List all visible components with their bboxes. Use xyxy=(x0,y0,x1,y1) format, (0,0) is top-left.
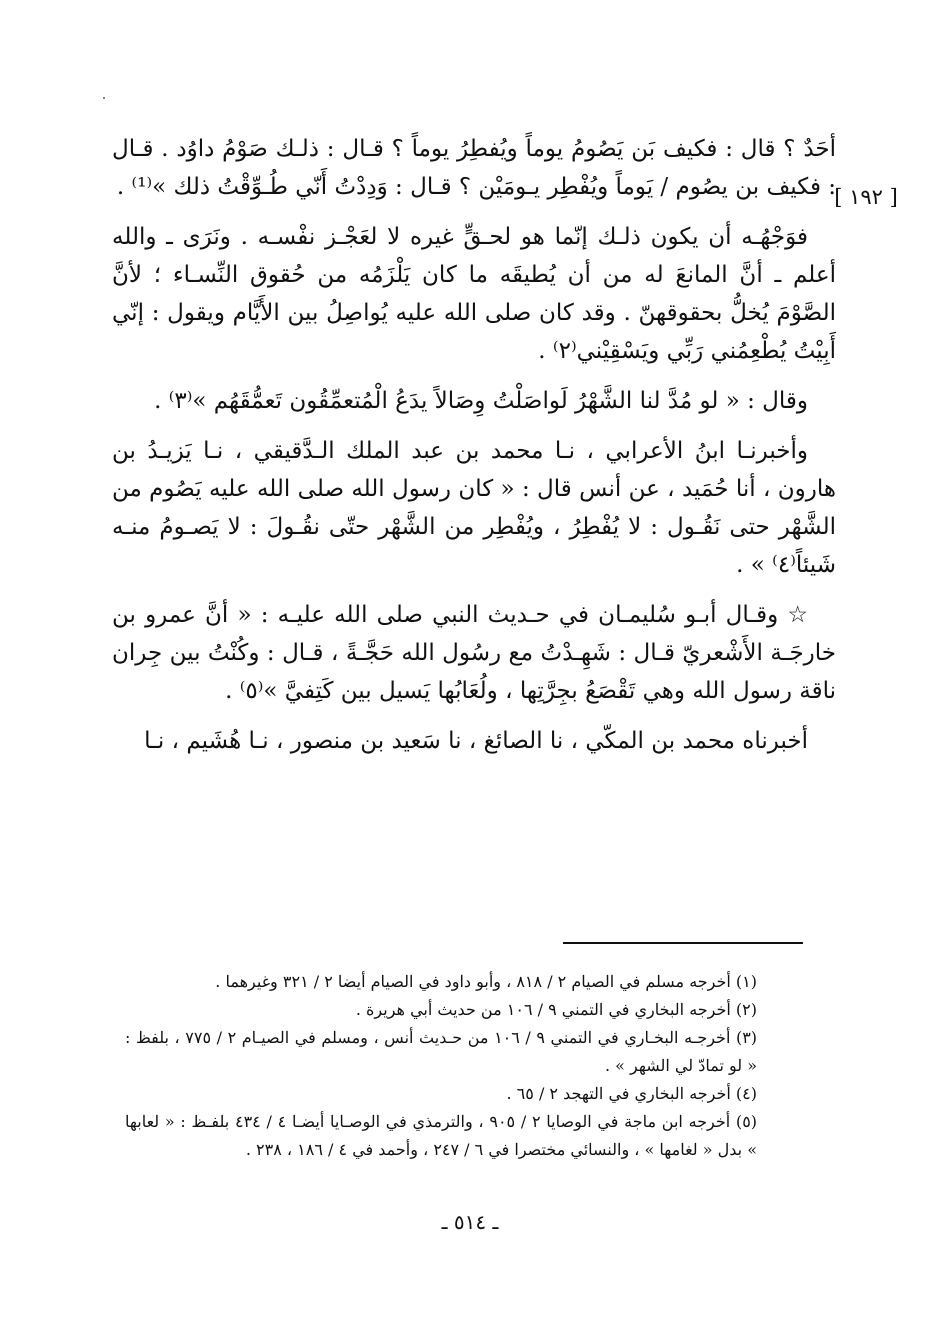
footnote-3: (٣) أخرجـه البخـاري في التمني ٩ / ١٠٦ من حـديث أنس ، ومسلم في الصيـام ٢ / ٧٧٥ ، بلفظ : « لو تمادّ لي الشهر » . xyxy=(125,1028,758,1075)
footnote-4: (٤) أخرجه البخاري في التهجد ٢ / ٦٥ . xyxy=(506,1084,757,1103)
paragraph-6: أخبرناه محمد بن المكّي ، نا الصائغ ، نا سَعيد بن منصور ، نـا هُشَيم ، نـا xyxy=(144,728,808,754)
speck-mark xyxy=(103,97,105,99)
paragraph-2: فوَجْهُـه أن يكون ذلـك إنّما هو لحـقٍّ غيره لا لعَجْـز نفْسـه . ونَرَى ـ والله أعلم ـ أنَّ المانعَ له من أن يُطيقَه ما كان يَلْزَمُه من حُقوق النِّسـاء ؛ لأنَّ الصَّوْمَ يُخلُّ بحقوقهنّ . وقد كان صلى الله عليه يُواصِلُ بين الأَيَّام ويقول : إنّي أَبِيْتُ يُطْعِمُني رَبِّي ويَسْقِيْني⁽٢⁾ . xyxy=(112,224,836,364)
paragraph-1: أحَدٌ ؟ قال : فكيف بَن يَصُومُ يوماً ويُفطِرُ يوماً ؟ قـال : ذلـك صَوْمُ داوُد . قـال : فكيف بن يصُوم / يَوماً ويُفْطِر يـومَيْن ؟ قـال : وَدِدْتُ أَنّي طُـوِّقْتُ ذلك »⁽¹⁾ . xyxy=(112,136,836,200)
manuscript-page-marker: [ ١٩٢ ] xyxy=(834,185,898,209)
paragraph-5: ☆ وقـال أبـو سُليمـان في حـديث النبي صلى الله عليـه : « أنَّ عمرو بن خارجَـة الأَشْعريّ قـال : شَهِـدْتُ مع رسُول الله حَجَّـةً ، قـال : وكُنْتُ بين جِران ناقة رسول الله وهي تَقْصَعُ بجِرَّتِها ، ولُعَابُها يَسيل بين كَتِفيَّ »⁽٥⁾ . xyxy=(112,602,836,704)
paragraph-3: وقال : « لو مُدَّ لنا الشَّهْرُ لَواصَلْتُ وِصَالاً يدَعُ الْمُتعمِّقُون تَعمُّقَهُم »⁽٣⁾ . xyxy=(154,388,808,414)
paragraph-4: وأخبرنـا ابنُ الأعرابي ، نـا محمد بن عبد الملك الـدَّقيقي ، نـا يَزيـدُ بن هارون ، أنا حُمَيد ، عن أنس قال : « كان رسول الله صلى الله عليه يَصُوم من الشَّهْر حتى نَقُـول : لا يُفْطِرُ ، ويُفْطِر من الشَّهْر حتّى نقُـولَ : لا يَصـومُ منـه شَيئاً⁽٤⁾ » . xyxy=(112,438,836,578)
footnotes xyxy=(125,968,757,1164)
page-number: ـ ٥١٤ ـ xyxy=(441,1210,499,1234)
footnote-1: (١) أخرجه مسلم في الصيام ٢ / ٨١٨ ، وأبو داود في الصيام أيضا ٢ / ٣٢١ وغيرهما . xyxy=(215,972,757,991)
main-text xyxy=(112,130,836,760)
footnote-5: (٥) أخرجه ابن ماجة في الوصايا ٢ / ٩٠٥ ، والترمذي في الوصـايا أيضـا ٤ / ٤٣٤ بلفـظ : « لعابها » بدل « لغامها » ، والنسائي مختصرا في ٦ / ٢٤٧ ، وأحمد في ٤ / ١٨٦ ، ٢٣٨ . xyxy=(125,1112,758,1159)
footnote-2: (٢) أخرجه البخاري في التمني ٩ / ١٠٦ من حديث أبي هريرة . xyxy=(355,1000,757,1019)
footnote-separator xyxy=(563,942,803,944)
